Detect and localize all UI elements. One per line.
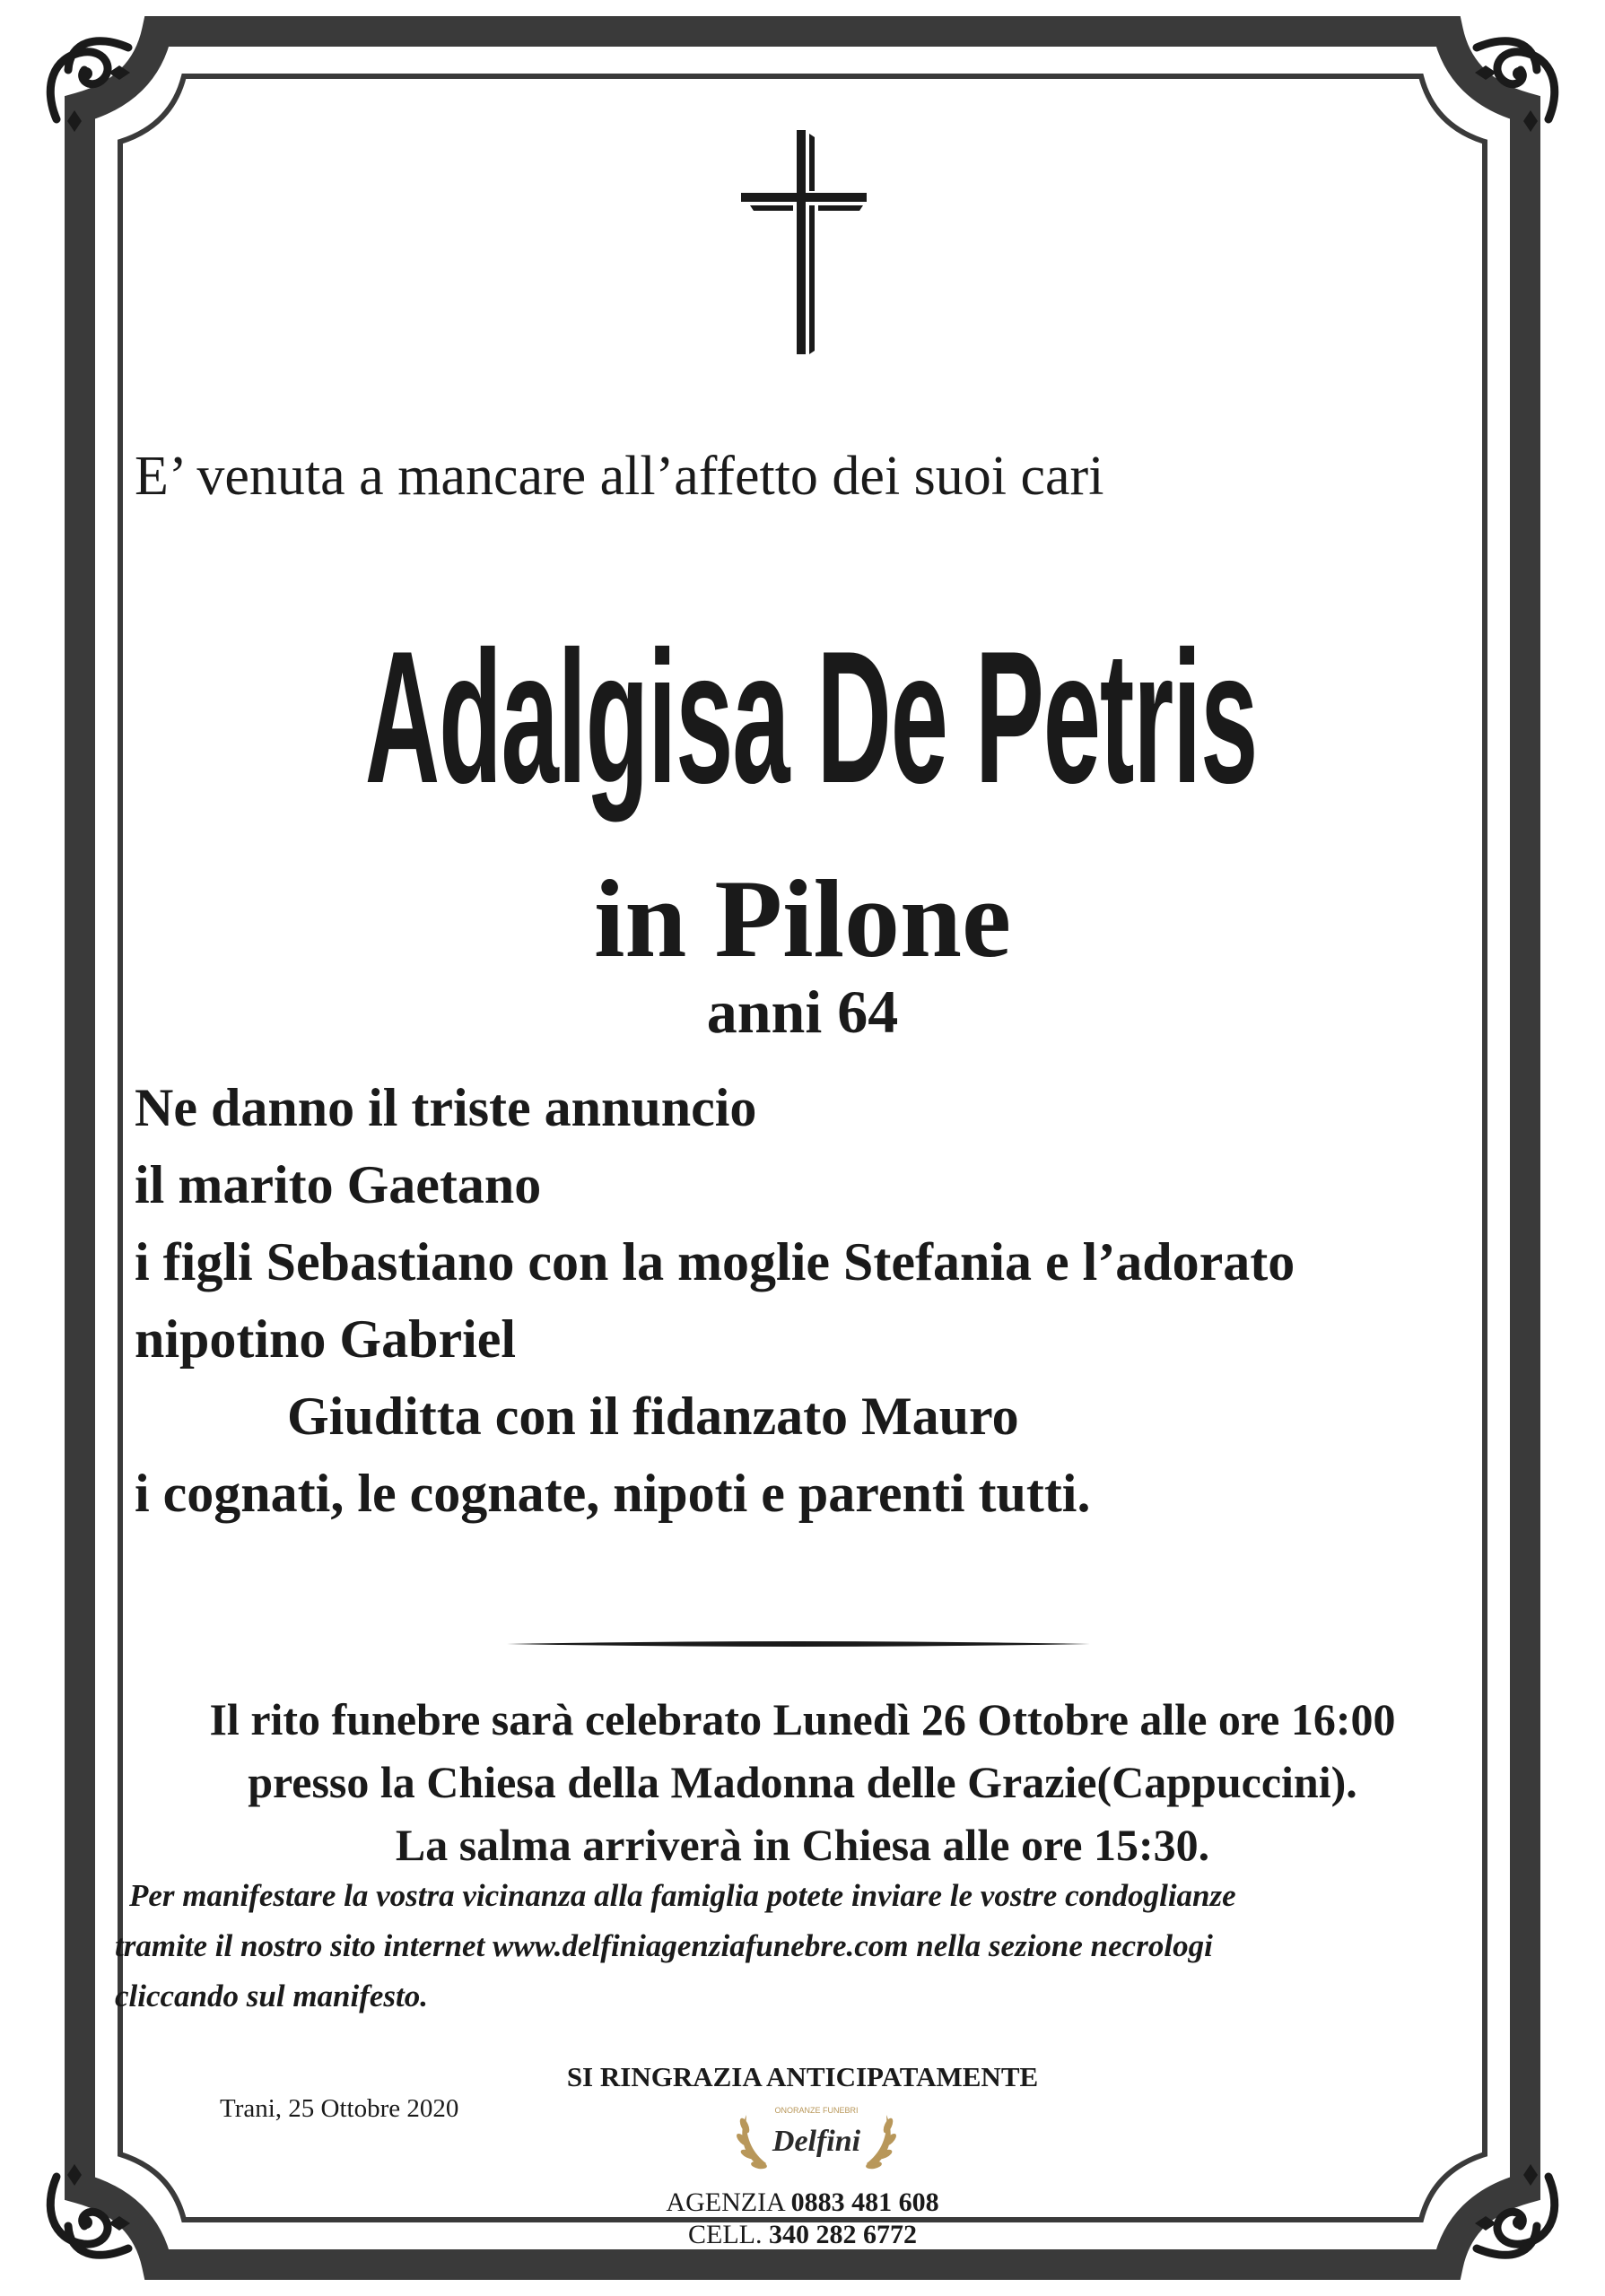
corner-ornament-icon bbox=[34, 25, 151, 142]
agency-cell: 340 282 6772 bbox=[769, 2220, 917, 2249]
logo-text: Delfini bbox=[772, 2125, 861, 2158]
agency-cell-line bbox=[0, 2219, 1605, 2251]
mourner-line: Giuditta con il fidanzato Mauro bbox=[287, 1387, 1019, 1446]
deceased-name bbox=[0, 612, 1605, 822]
condolences-info bbox=[115, 1871, 1236, 2022]
funeral-rite-info bbox=[0, 1688, 1605, 1876]
divider bbox=[507, 1639, 1090, 1648]
cross-icon bbox=[741, 130, 867, 354]
logo-top-text: ONORANZE FUNEBRI bbox=[774, 2106, 859, 2115]
deceased-name-text: Adalgisa De Petris bbox=[364, 612, 1258, 822]
rite-line: La salma arriverà in Chiesa alle ore 15:30. bbox=[395, 1820, 1210, 1870]
mourner-line: i cognati, le cognate, nipoti e parenti tutti. bbox=[135, 1464, 1091, 1523]
corner-ornament-icon bbox=[1454, 25, 1571, 142]
condolences-line: Per manifestare la vostra vicinanza alla famiglia potete inviare le vostre condoglianze bbox=[129, 1878, 1236, 1913]
mourners-list bbox=[135, 1069, 1295, 1532]
age: anni 64 bbox=[706, 978, 899, 1046]
thanks-text: SI RINGRAZIA ANTICIPATAMENTE bbox=[566, 2061, 1039, 2092]
agency-phone-label: AGENZIA bbox=[666, 2187, 785, 2217]
agency-contacts bbox=[0, 2187, 1605, 2251]
mourner-line: Ne danno il triste annuncio bbox=[135, 1078, 757, 1137]
agency-logo bbox=[727, 2099, 906, 2179]
rite-line: Il rito funebre sarà celebrato Lunedì 26 Ottobre alle ore 16:00 bbox=[209, 1694, 1396, 1744]
agency-phone: 0883 481 608 bbox=[790, 2187, 939, 2217]
mourner-line: i figli Sebastiano con la moglie Stefania e l’adorato bbox=[135, 1232, 1295, 1292]
intro-text: E’ venuta a mancare all’affetto dei suoi cari bbox=[135, 446, 1104, 507]
mourner-line: il marito Gaetano bbox=[135, 1155, 542, 1214]
agency-phone-line bbox=[0, 2187, 1605, 2219]
married-name: in Pilone bbox=[593, 857, 1012, 980]
place-date: Trani, 25 Ottobre 2020 bbox=[220, 2094, 459, 2123]
agency-cell-label: CELL. bbox=[688, 2220, 763, 2249]
mourner-line: nipotino Gabriel bbox=[135, 1309, 517, 1369]
condolences-line: tramite il nostro sito internet www.delfiniagenziafunebre.com nella sezione necrologi bbox=[115, 1928, 1213, 1963]
condolences-line: cliccando sul manifesto. bbox=[115, 1979, 429, 2013]
rite-line: presso la Chiesa della Madonna delle Grazie(Cappuccini). bbox=[248, 1757, 1357, 1807]
